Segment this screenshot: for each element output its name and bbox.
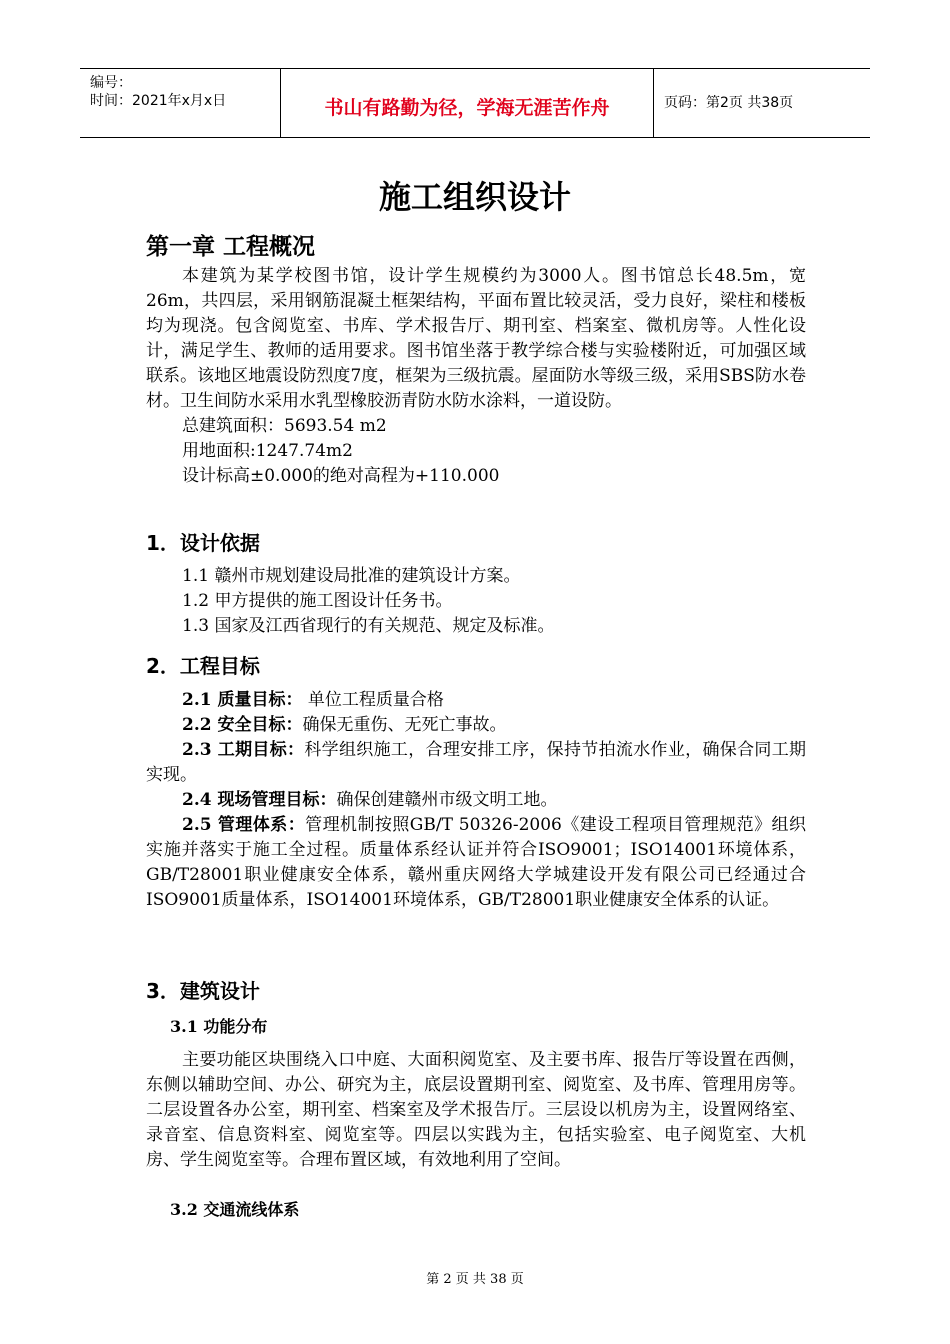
header-page-info: 页码：第2页 共38页 (664, 95, 794, 111)
function-paragraph: 主要功能区块围绕入口中庭、大面积阅览室、及主要书库、报告厅等设置在西侧，东侧以辅助空间、办公、研究为主，底层设置期刊室、阅览室、及书库、管理用房等。二层设置各办公室，期刊室、档案室及学术报告厅。三层设以机房为主，设置网络室、录音室、信息资料室、阅览室等。四层以实践为主，包括实验室、电子阅览室、大机房、学生阅览室等。合理布置区域，有效地利用了空间。 (146, 1050, 806, 1170)
list-item: 1.2 甲方提供的施工图设计任务书。 (182, 591, 453, 611)
document-title: 施工组织设计 (378, 178, 571, 216)
goal-text: 管理机制按照GB/T 50326-2006《建设工程项目管理规范》组织实施并落实于施工全过程。质量体系经认证并符合ISO9001；ISO14001环境体系，GB/T28001职业健康安全体系，赣州重庆网络大学城建设开发有限公司已经通过合ISO9001质量体系，ISO14001环境体系，GB/T28001职业健康安全体系的认证。 (146, 815, 806, 910)
section-1-title: 1．设计依据 (146, 531, 260, 555)
section-1-list (146, 564, 806, 639)
goal-item (146, 738, 806, 788)
subsection-3-2-title: 3.2 交通流线体系 (170, 1200, 300, 1219)
goal-item (146, 788, 806, 813)
goal-text: 确保无重伤、无死亡事故。 (302, 715, 507, 735)
section-2-list (146, 688, 806, 913)
goal-item (146, 713, 806, 738)
goal-label: 2.3 工期目标： (182, 740, 305, 760)
goal-text: 单位工程质量合格 (302, 690, 444, 710)
page-footer: 第 2 页 共 38 页 (426, 1272, 524, 1287)
design-elevation: 设计标高±0.000的绝对高程为+110.000 (182, 466, 500, 486)
header-motto-cell (281, 69, 654, 137)
subsection-3-1-title: 3.1 功能分布 (170, 1017, 268, 1036)
goal-label: 2.1 质量目标： (182, 690, 303, 710)
list-item: 1.1 赣州市规划建设局批准的建筑设计方案。 (182, 566, 521, 586)
page-header (80, 68, 870, 138)
goal-text: 确保创建赣州市级文明工地。 (336, 790, 558, 810)
goal-label: 2.5 管理体系： (182, 815, 306, 835)
subsection-3-1-body (146, 1048, 806, 1173)
overview-section (146, 264, 806, 489)
serial-label: 编号： (90, 75, 132, 91)
overview-paragraph: 本建筑为某学校图书馆，设计学生规模约为3000人。图书馆总长48.5m，宽26m，共四层，采用钢筋混凝土框架结构，平面布置比较灵活，受力良好，梁柱和楼板均为现浇。包含阅览室、书库、学术报告厅、期刊室、档案室、微机房等。人性化设计，满足学生、教师的适用要求。图书馆坐落于教学综合楼与实验楼附近，可加强区域联系。该地区地震设防烈度7度，框架为三级抗震。屋面防水等级三级，采用SBS防水卷材。卫生间防水采用水乳型橡胶沥青防水防水涂料，一道设防。 (146, 266, 806, 411)
total-area: 总建筑面积：5693.54 m2 (182, 416, 387, 436)
goal-label: 2.2 安全目标： (182, 715, 303, 735)
section-3-title: 3．建筑设计 (146, 979, 260, 1003)
time-label: 时间：2021年x月x日 (90, 93, 227, 109)
goal-label: 2.4 现场管理目标： (182, 790, 337, 810)
header-page-cell (654, 69, 870, 137)
goal-item (146, 688, 806, 713)
list-item: 1.3 国家及江西省现行的有关规范、规定及标准。 (182, 616, 555, 636)
header-motto: 书山有路勤为径，学海无涯苦作舟 (324, 97, 610, 119)
goal-text: 科学组织施工，合理安排工序，保持节拍流水作业，确保合同工期实现。 (146, 740, 807, 785)
land-area: 用地面积:1247.74m2 (182, 441, 353, 461)
chapter-title: 第一章 工程概况 (146, 233, 316, 260)
section-2-title: 2．工程目标 (146, 654, 260, 678)
goal-item (146, 813, 806, 913)
header-meta (80, 69, 281, 137)
